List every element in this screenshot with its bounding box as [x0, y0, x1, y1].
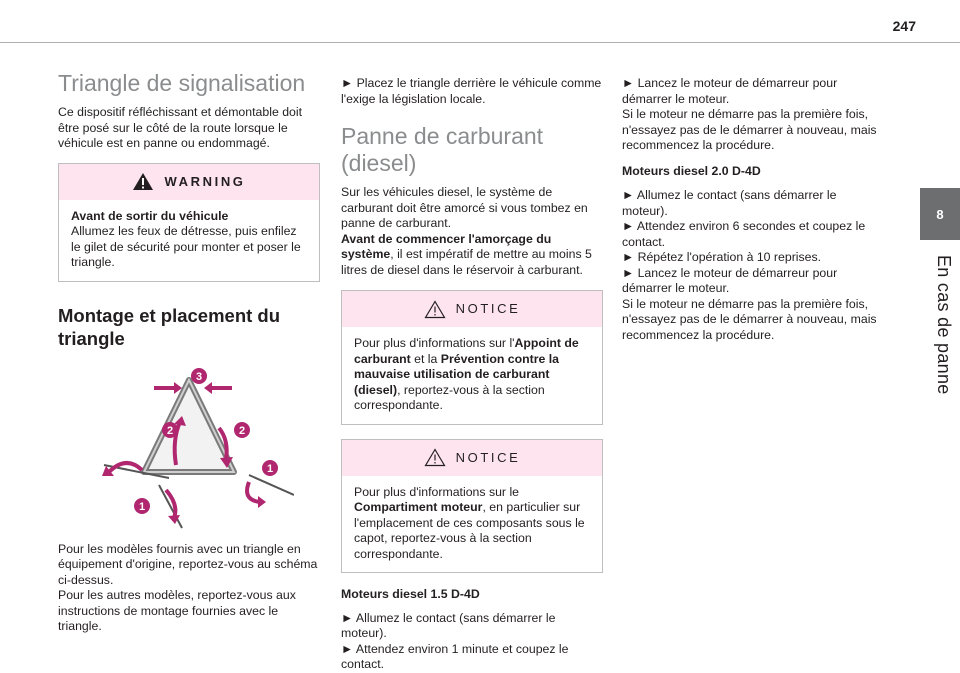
- notice-box-1: [341, 290, 603, 425]
- retry-text-1: Si le moteur ne démarre pas la première fois, n'essayez pas de le démarrer à nouveau, mais recommencez la procédure.: [622, 107, 877, 152]
- notice1-link-refuel: Appoint de carburant: [354, 336, 579, 366]
- step-badge-1-right: [262, 460, 278, 476]
- notice1-link-misfuel: Prévention contre la mauvaise utilisation de carburant (diesel): [354, 351, 560, 397]
- chapter-number: 8: [920, 188, 960, 240]
- warning-heading: Avant de sortir du véhicule: [71, 208, 229, 223]
- column-1: [58, 70, 320, 635]
- d4d-20-step-1: ► Allumez le contact (sans démarrer le moteur).: [622, 188, 837, 218]
- svg-text:2: 2: [238, 424, 246, 437]
- notice1-text-2: et la: [410, 351, 441, 366]
- svg-text:1: 1: [266, 462, 274, 475]
- section-title-fuel: Panne de carburant (diesel): [341, 123, 544, 176]
- fuel-rest: , il est impératif de mettre au moins 5 litres de diesel dans le réservoir à carburant.: [341, 247, 592, 277]
- notice-icon: [424, 300, 446, 319]
- place-triangle-step: ► Placez le triangle derrière le véhicule comme l'exige la législation locale.: [341, 76, 602, 106]
- crank-step: ► Lancez le moteur de démarreur pour démarrer le moteur.: [622, 76, 838, 106]
- section-title-assembly: Montage et placement du triangle: [58, 304, 281, 349]
- notice-body-2: [342, 476, 602, 573]
- notice-body-1: [342, 327, 602, 424]
- section-title-triangle: Triangle de signalisation: [58, 70, 306, 96]
- chapter-side-tab: [920, 43, 960, 640]
- chapter-title: En cas de panne: [934, 255, 954, 395]
- warning-label: WARNING: [164, 173, 246, 189]
- retry-text-2: Si le moteur ne démarre pas la première fois, n'essayez pas de le démarrer à nouveau, mais recommencez la procédure.: [622, 296, 877, 342]
- figure-caption-1: Pour les modèles fournis avec un triangle en équipement d'origine, reportez-vous au schéma ci-dessus.: [58, 541, 318, 587]
- top-divider: [0, 42, 960, 43]
- fuel-warning-text: [341, 232, 603, 279]
- page-number: 247: [892, 18, 916, 34]
- warning-icon: [132, 172, 154, 191]
- figure-caption-2: Pour les autres modèles, reportez-vous aux instructions de montage fournies avec le triangle.: [58, 588, 296, 633]
- step-badge-2-right: [234, 422, 250, 438]
- warning-text: Allumez les feux de détresse, puis enfilez le gilet de sécurité pour monter et poser le triangle.: [71, 224, 301, 269]
- column-3: [622, 70, 884, 343]
- subtitle-1-5-d4d: Moteurs diesel 1.5 D-4D: [341, 587, 480, 601]
- notice-header-1: [342, 291, 602, 327]
- warning-body: [59, 200, 319, 281]
- step-badge-3: [191, 368, 207, 384]
- d4d-20-step-2: ► Attendez environ 6 secondes et coupez le contact.: [622, 219, 866, 249]
- d4d-20-step-3: ► Répétez l'opération à 10 reprises.: [622, 250, 822, 264]
- svg-text:2: 2: [166, 424, 174, 437]
- d4d-20-step-4: ► Lancez le moteur de démarreur pour démarrer le moteur.: [622, 265, 838, 295]
- warning-box: [58, 163, 320, 282]
- notice2-text-1: Pour plus d'informations sur le: [354, 484, 520, 499]
- notice-box-2: [341, 439, 603, 574]
- fuel-intro: Sur les véhicules diesel, le système de carburant doit être amorcé si vous tombez en panne de carburant.: [341, 185, 588, 230]
- notice2-link-engine-bay: Compartiment moteur: [354, 500, 483, 514]
- fuel-bold-prefix: Avant de commencer l'amorçage du système: [341, 231, 552, 261]
- column-2: [341, 70, 603, 673]
- triangle-assembly-diagram: [84, 360, 294, 530]
- step-badge-2-left: [162, 422, 178, 438]
- warning-header: [59, 164, 319, 200]
- d4d-15-step-2: ► Attendez environ 1 minute et coupez le contact.: [341, 641, 569, 671]
- notice2-text-2: , en particulier sur l'emplacement de ces composants sous le capot, reportez-vous à la section correspondante.: [354, 500, 585, 561]
- svg-text:1: 1: [138, 500, 146, 513]
- step-badge-1-left: [134, 498, 150, 514]
- subtitle-2-0-d4d: Moteurs diesel 2.0 D-4D: [622, 163, 761, 178]
- notice-label-2: NOTICE: [455, 449, 521, 465]
- notice-icon: [424, 448, 446, 467]
- notice-header-2: [342, 440, 602, 476]
- svg-text:3: 3: [195, 370, 203, 383]
- triangle-intro: Ce dispositif réfléchissant et démontable doit être posé sur le côté de la route lorsque le véhicule est en panne ou endommagé.: [58, 105, 303, 150]
- notice-label-1: NOTICE: [455, 301, 521, 317]
- notice1-text-3: , reportez-vous à la section correspondante.: [354, 382, 545, 412]
- notice1-text-1: Pour plus d'informations sur l': [354, 336, 515, 350]
- d4d-15-step-1: ► Allumez le contact (sans démarrer le moteur).: [341, 610, 556, 640]
